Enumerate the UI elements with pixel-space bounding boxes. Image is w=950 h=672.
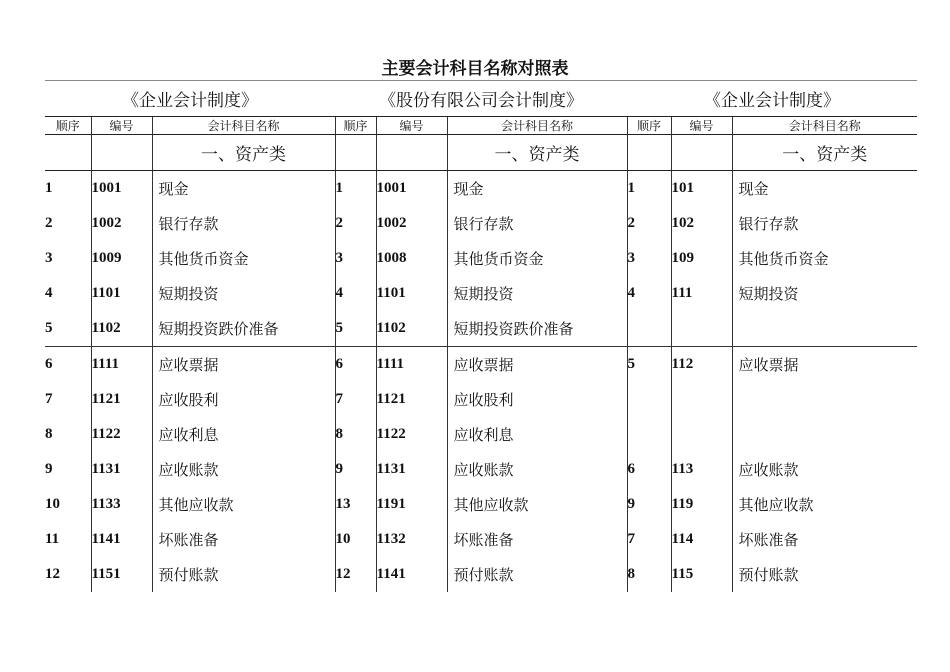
column-header: 编号 (671, 117, 732, 135)
cell-name (732, 382, 917, 417)
cell-name: 其他货币资金 (152, 241, 335, 276)
cell-order: 6 (45, 356, 53, 372)
cell-code: 119 (671, 487, 732, 522)
cell-name: 坏账准备 (152, 522, 335, 557)
cell-name: 其他应收款 (732, 487, 917, 522)
cell-name: 应收账款 (732, 452, 917, 487)
cell-order (627, 382, 671, 417)
column-header: 编号 (376, 117, 447, 135)
cell-order: 8 (627, 557, 671, 592)
cell-name: 坏账准备 (732, 522, 917, 557)
empty-cell (45, 135, 91, 171)
cell-name: 应收票据 (152, 347, 335, 383)
cell-code: 1101 (91, 276, 152, 311)
cell-code: 109 (671, 241, 732, 276)
cell-name: 现金 (152, 171, 335, 207)
cell-code: 114 (671, 522, 732, 557)
cell-name: 短期投资 (732, 276, 917, 311)
cell-code (671, 417, 732, 452)
cell-name: 应收利息 (152, 417, 335, 452)
cell-name: 现金 (732, 171, 917, 207)
column-header: 会计科目名称 (732, 117, 917, 135)
cell-name: 银行存款 (152, 206, 335, 241)
cell-order: 1 (45, 180, 53, 196)
section-header-row (45, 135, 917, 171)
empty-cell (376, 135, 447, 171)
cell-code: 1133 (91, 487, 152, 522)
cell-code: 101 (671, 171, 732, 207)
table-row (45, 241, 917, 276)
cell-code: 1111 (376, 347, 447, 383)
cell-name: 其他应收款 (152, 487, 335, 522)
cell-order: 10 (45, 496, 60, 512)
document-title: 主要会计科目名称对照表 (381, 59, 569, 79)
cell-order: 2 (335, 206, 376, 241)
cell-code: 102 (671, 206, 732, 241)
cell-code: 1001 (376, 171, 447, 207)
cell-order: 9 (335, 452, 376, 487)
cell-name: 银行存款 (732, 206, 917, 241)
cell-code: 1122 (376, 417, 447, 452)
column-header: 顺序 (627, 117, 671, 135)
cell-order: 4 (627, 276, 671, 311)
cell-order: 5 (335, 311, 376, 347)
cell-name: 预付账款 (447, 557, 627, 592)
cell-code: 1121 (376, 382, 447, 417)
system-title: 《股份有限公司会计制度》 (335, 81, 627, 117)
table-row (45, 347, 917, 383)
table-row (45, 206, 917, 241)
cell-code: 115 (671, 557, 732, 592)
table-row (45, 382, 917, 417)
cell-order: 2 (45, 215, 53, 231)
cell-order: 3 (335, 241, 376, 276)
cell-name: 应收账款 (447, 452, 627, 487)
cell-code: 1191 (376, 487, 447, 522)
cell-name: 预付账款 (152, 557, 335, 592)
cell-code: 1141 (91, 522, 152, 557)
cell-order: 7 (45, 391, 53, 407)
cell-order: 5 (627, 347, 671, 383)
cell-name (732, 311, 917, 347)
cell-order: 8 (335, 417, 376, 452)
cell-order: 1 (627, 171, 671, 207)
cell-order: 4 (45, 285, 53, 301)
cell-code: 1151 (91, 557, 152, 592)
cell-code (671, 382, 732, 417)
cell-name: 短期投资跌价准备 (447, 311, 627, 347)
table-row (45, 522, 917, 557)
cell-name: 坏账准备 (447, 522, 627, 557)
cell-order: 7 (627, 522, 671, 557)
cell-order: 12 (335, 557, 376, 592)
table-row (45, 276, 917, 311)
column-header: 顺序 (45, 117, 91, 135)
cell-name: 应收股利 (152, 382, 335, 417)
cell-code: 1009 (91, 241, 152, 276)
cell-code: 1132 (376, 522, 447, 557)
cell-code: 1002 (376, 206, 447, 241)
section-title: 一、资产类 (152, 135, 335, 171)
empty-cell (91, 135, 152, 171)
table-row (45, 171, 917, 207)
cell-name: 短期投资跌价准备 (152, 311, 335, 347)
cell-name: 短期投资 (447, 276, 627, 311)
cell-order: 8 (45, 426, 53, 442)
cell-order: 6 (335, 347, 376, 383)
cell-name (732, 417, 917, 452)
account-comparison-table (45, 80, 917, 592)
cell-name: 应收票据 (732, 347, 917, 383)
column-header: 会计科目名称 (447, 117, 627, 135)
cell-order: 13 (335, 487, 376, 522)
cell-name: 短期投资 (152, 276, 335, 311)
column-header-row (45, 117, 917, 135)
cell-code: 1101 (376, 276, 447, 311)
cell-order: 11 (45, 531, 60, 547)
cell-name: 其他货币资金 (447, 241, 627, 276)
cell-order: 6 (627, 452, 671, 487)
cell-order: 2 (627, 206, 671, 241)
cell-code: 113 (671, 452, 732, 487)
cell-code: 1131 (91, 452, 152, 487)
cell-code: 1002 (91, 206, 152, 241)
cell-code: 1102 (91, 311, 152, 347)
cell-code: 1008 (376, 241, 447, 276)
section-title: 一、资产类 (447, 135, 627, 171)
table-row (45, 311, 917, 347)
cell-order: 12 (45, 566, 60, 582)
cell-code: 1001 (91, 171, 152, 207)
empty-cell (671, 135, 732, 171)
table-row (45, 452, 917, 487)
cell-code: 112 (671, 347, 732, 383)
cell-code: 1102 (376, 311, 447, 347)
empty-cell (335, 135, 376, 171)
cell-name: 预付账款 (732, 557, 917, 592)
cell-name: 银行存款 (447, 206, 627, 241)
empty-cell (627, 135, 671, 171)
cell-order: 4 (335, 276, 376, 311)
cell-order: 9 (627, 487, 671, 522)
cell-order: 3 (45, 250, 53, 266)
cell-name: 应收票据 (447, 347, 627, 383)
cell-name: 应收账款 (152, 452, 335, 487)
cell-name: 其他货币资金 (732, 241, 917, 276)
cell-code: 1141 (376, 557, 447, 592)
cell-order: 10 (335, 522, 376, 557)
table-row (45, 487, 917, 522)
cell-code: 1131 (376, 452, 447, 487)
cell-name: 其他应收款 (447, 487, 627, 522)
system-title: 《企业会计制度》 (627, 81, 917, 117)
column-header: 编号 (91, 117, 152, 135)
system-title-row (45, 81, 917, 117)
column-header: 会计科目名称 (152, 117, 335, 135)
table-row (45, 417, 917, 452)
cell-name: 应收股利 (447, 382, 627, 417)
cell-code: 1111 (91, 347, 152, 383)
cell-name: 现金 (447, 171, 627, 207)
cell-code (671, 311, 732, 347)
column-header: 顺序 (335, 117, 376, 135)
system-title: 《企业会计制度》 (45, 81, 335, 117)
cell-order: 5 (45, 311, 91, 347)
cell-order (627, 311, 671, 347)
cell-order: 3 (627, 241, 671, 276)
cell-name: 应收利息 (447, 417, 627, 452)
cell-code: 111 (671, 276, 732, 311)
cell-order: 1 (335, 171, 376, 207)
cell-order: 9 (45, 461, 53, 477)
cell-order: 7 (335, 382, 376, 417)
cell-code: 1122 (91, 417, 152, 452)
section-title: 一、资产类 (732, 135, 917, 171)
cell-code: 1121 (91, 382, 152, 417)
cell-order (627, 417, 671, 452)
table-row (45, 557, 917, 592)
